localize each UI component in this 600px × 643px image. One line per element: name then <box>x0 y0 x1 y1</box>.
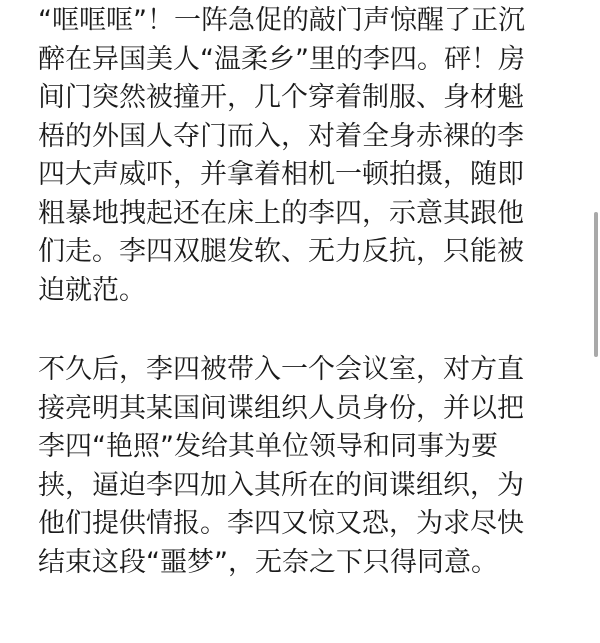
paragraph-spacer <box>38 310 568 351</box>
text-line: 迫就范。 <box>38 274 146 306</box>
text-line: 梧的外国人夺门而入，对着全身赤裸的李 <box>38 120 524 152</box>
text-line: 四大声威吓，并拿着相机一顿拍摄，随即 <box>38 159 524 190</box>
paragraph-2 <box>38 351 568 582</box>
text-line: “哐哐哐”！一阵急促的敲门声惊醒了正沉 <box>38 5 525 36</box>
text-line: 间门突然被撞开，几个穿着制服、身材魁 <box>38 82 524 113</box>
article-body <box>38 2 568 582</box>
text-line: 接亮明其某国间谍组织人员身份，并以把 <box>38 392 524 424</box>
text-line: 他们提供情报。李四又惊又恐，为求尽快 <box>38 508 524 539</box>
text-line: 结束这段“噩梦”，无奈之下只得同意。 <box>38 546 498 578</box>
text-line: 们走。李四双腿发软、无力反抗，只能被 <box>38 236 524 267</box>
text-line: 粗暴地拽起还在床上的李四，示意其跟他 <box>38 197 524 229</box>
text-line: 挟，逼迫李四加入其所在的间谍组织，为 <box>38 469 524 501</box>
text-line: 醉在异国美人“温柔乡”里的李四。砰！房 <box>38 43 525 75</box>
text-line: 不久后，李四被带入一个会议室，对方直 <box>38 354 524 385</box>
text-line: 李四“艳照”发给其单位领导和同事为要 <box>38 431 498 462</box>
scrollbar-thumb[interactable] <box>594 212 598 357</box>
paragraph-1 <box>38 2 568 310</box>
